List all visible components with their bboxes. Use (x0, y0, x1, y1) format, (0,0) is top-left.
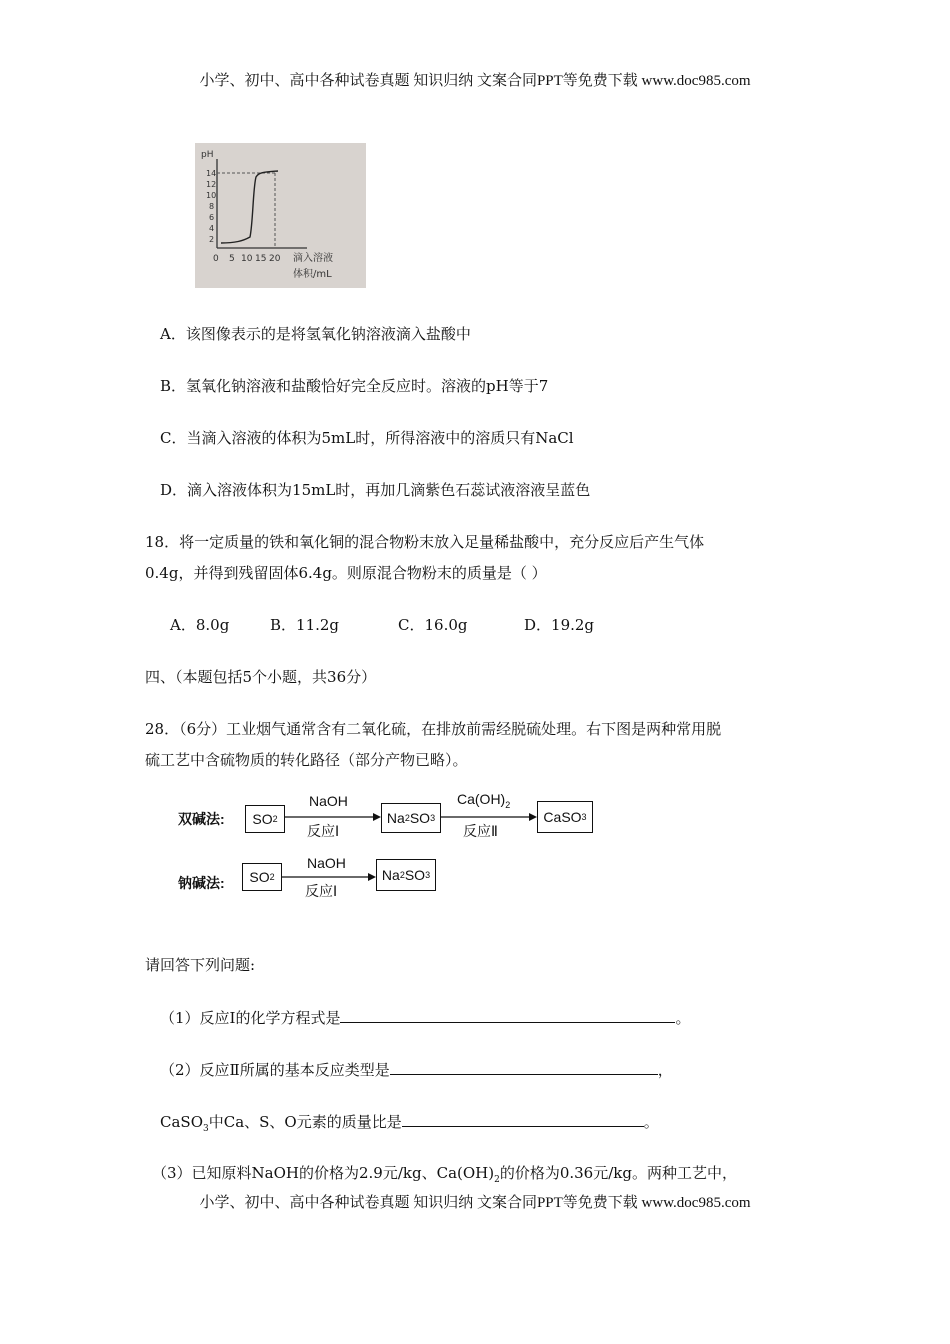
y-tick: 10 (206, 191, 217, 200)
y-tick: 8 (209, 202, 215, 211)
q18-option-b: B．11.2g (270, 616, 340, 634)
arrow-reaction1-row2 (282, 871, 376, 883)
page-footer: 小学、初中、高中各种试卷真题 知识归纳 文案合同PPT等免费下载 www.doc985.com (199, 1195, 751, 1211)
caso3-box: CaSO 3 (537, 801, 593, 833)
reaction1-label: 反应Ⅰ (307, 823, 340, 839)
q28-sub2b: CaSO$_3$中Ca、S、O元素的质量比是 。 (160, 1110, 659, 1134)
answer-blank-3[interactable] (402, 1110, 644, 1127)
x-tick: 15 (255, 254, 267, 264)
y-axis-label: pH (201, 150, 214, 160)
answer-blank-1[interactable] (340, 1006, 675, 1023)
q17-option-c: C．当滴入溶液的体积为5mL时，所得溶液中的溶质只有NaCl (160, 429, 574, 447)
y-tick: 6 (209, 213, 215, 222)
q28-line1: 28．（6分）工业烟气通常含有二氧化硫，在排放前需经脱硫处理。右下图是两种常用脱 (145, 720, 722, 738)
so2-box-2: SO 2 (242, 863, 282, 891)
q18-option-c: C．16.0g (398, 616, 468, 634)
q18-line1: 18．将一定质量的铁和氧化铜的混合物粉末放入足量稀盐酸中，充分反应后产生气体 (145, 533, 705, 551)
section-title: 四、（本题包括5个小题，共36分） (145, 668, 377, 686)
so2-box: SO 2 (245, 805, 285, 833)
q28-sub2: （2）反应Ⅱ所属的基本反应类型是 ， (160, 1058, 673, 1080)
q28-sub3: （3）已知原料NaOH的价格为2.9元/kg、$Ca(OH)_2$的价格为0.36元/kg。两种工艺中， (152, 1164, 737, 1185)
desulfurization-diagram (175, 793, 615, 903)
page-header: 小学、初中、高中各种试卷真题 知识归纳 文案合同PPT等免费下载 www.doc985.com (199, 73, 751, 89)
q28-sub1: （1）反应Ⅰ的化学方程式是 。 (160, 1006, 691, 1028)
caoh2-label: $Ca(OH)_2$ (457, 791, 511, 810)
naoh-label: NaOH (309, 793, 348, 809)
y-tick: 12 (206, 180, 217, 189)
q18-option-a: A．8.0g (170, 616, 230, 634)
sodium-alkali-label: 钠碱法: (178, 875, 225, 891)
x-axis-label-1: 滴入溶液 (293, 253, 333, 264)
q17-option-a: A．该图像表示的是将氢氧化钠溶液滴入盐酸中 (160, 325, 471, 343)
x-tick: 5 (229, 254, 235, 264)
y-tick: 14 (206, 169, 217, 178)
x-tick: 10 (241, 254, 253, 264)
answer-blank-2[interactable] (390, 1058, 658, 1075)
q17-option-d: D．滴入溶液体积为15mL时，再加几滴紫色石蕊试液溶液呈蓝色 (160, 481, 591, 499)
arrow-reaction1 (285, 811, 381, 823)
naoh-label-2: NaOH (307, 855, 346, 871)
x-tick: 0 (213, 254, 219, 264)
q28-line2: 硫工艺中含硫物质的转化路径（部分产物已略）。 (145, 751, 468, 769)
reaction1-label-2: 反应Ⅰ (305, 883, 338, 899)
q17-option-b: B．氢氧化钠溶液和盐酸恰好完全反应时。溶液的pH等于7 (160, 377, 549, 395)
x-axis-label-2: 体积/mL (293, 269, 332, 280)
q28-prompt: 请回答下列问题: (145, 956, 256, 974)
double-alkali-label: 双碱法: (178, 811, 225, 827)
q18-option-d: D．19.2g (524, 616, 595, 634)
ph-curve-figure (195, 143, 366, 288)
arrow-reaction2 (441, 811, 537, 823)
y-tick: 2 (209, 235, 215, 244)
na2so3-box-2: Na 2 SO 3 (376, 859, 436, 891)
q18-line2: 0.4g，并得到残留固体6.4g。则原混合物粉末的质量是（ ） (145, 564, 547, 582)
y-tick: 4 (209, 224, 215, 233)
ph-titration-graph (195, 143, 366, 288)
x-tick: 20 (269, 254, 281, 264)
na2so3-box: Na 2 SO 3 (381, 803, 441, 833)
reaction2-label: 反应Ⅱ (463, 823, 498, 839)
